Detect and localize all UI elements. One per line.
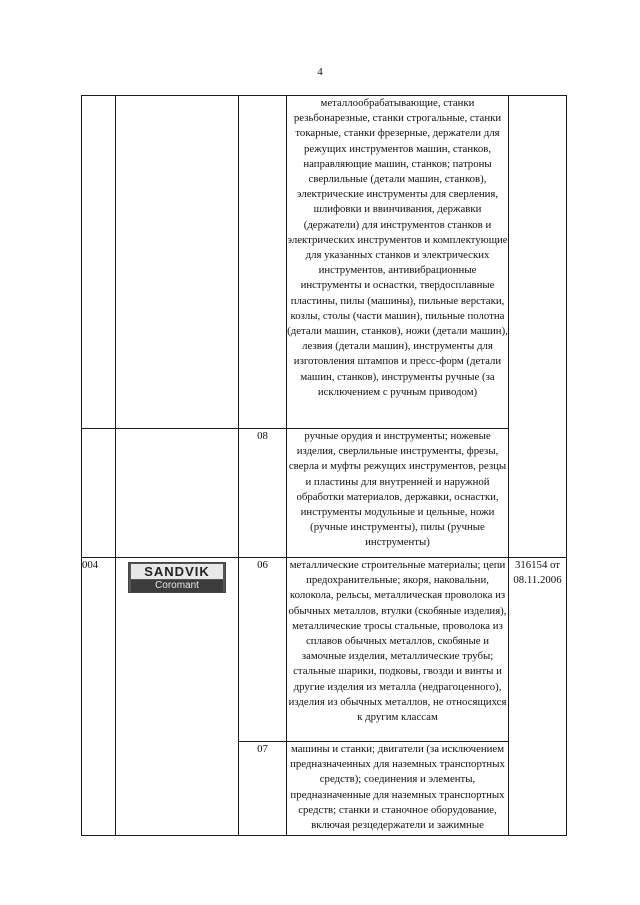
entry-number-cell bbox=[82, 96, 116, 429]
registration-cell: 316154 от 08.11.2006 bbox=[509, 558, 567, 836]
trademark-image-cell bbox=[116, 558, 239, 836]
class-code-cell: 08 bbox=[239, 429, 287, 558]
trademark-image-cell bbox=[116, 429, 239, 558]
logo-sub-text: Coromant bbox=[131, 580, 223, 592]
registration-cell bbox=[509, 96, 567, 558]
class-code-cell bbox=[239, 96, 287, 429]
page-number: 4 bbox=[317, 66, 323, 78]
class-code-cell: 07 bbox=[239, 742, 287, 836]
trademark-image-cell bbox=[116, 96, 239, 429]
goods-description-cell: ручные орудия и инструменты; ножевые изделия, сверлильные инструменты, фрезы, сверла и муфты режущих инструментов, резцы и пластины для внутренней и наружной обработки материалов, державки, оснастки, инструменты модульные и цельные, ножи (ручные инструменты), пилы (ручные инструменты) bbox=[287, 429, 509, 558]
table-row bbox=[82, 558, 567, 742]
entry-number-cell bbox=[82, 429, 116, 558]
goods-description-cell: металлообрабатывающие, станки резьбонарезные, станки строгальные, станки токарные, станки фрезерные, держатели для режущих инструментов машин, станков, направляющие машин, станков; патроны сверлильные (детали машин, станков), электрические инструменты для сверления, шлифовки и ввинчивания, державки (держатели) для инструментов станков и электрических инструментов и комплектующие для указанных станков и электрических инструментов, антивибрационные инструменты и оснастки, твердосплавные пластины, пилы (машины), пильные верстаки, козлы, столы (части машин), пильные полотна (детали машин, станков), ножи (детали машин), лезвия (детали машин), инструменты для изготовления штампов и пресс-форм (детали машин, станков), инструменты ручные (за исключением с ручным приводом) bbox=[287, 96, 509, 429]
table-row bbox=[82, 429, 567, 558]
sandvik-coromant-logo bbox=[128, 562, 226, 593]
trademark-registry-table bbox=[81, 95, 567, 836]
table-row bbox=[82, 96, 567, 429]
entry-number-cell: 004 bbox=[82, 558, 116, 836]
goods-description-cell: машины и станки; двигатели (за исключением предназначенных для наземных транспортных средств); соединения и элементы, предназначенные для наземных транспортных средств; станки и станочное оборудование, включая резцедержатели и зажимные bbox=[287, 742, 509, 836]
goods-description-cell: металлические строительные материалы; цепи предохранительные; якоря, наковальни, колокола, рельсы, металлическая проволока из обычных металлов, втулки (скобяные изделия), металлические тросы стальные, проволока из сплавов обычных металлов, скобяные и замочные изделия, металлические трубы; стальные шарики, подковы, гвозди и винты и другие изделия из металла (недрагоценного), изделия из обычных металлов, не относящихся к другим классам bbox=[287, 558, 509, 742]
logo-brand-text: SANDVIK bbox=[131, 564, 223, 579]
class-code-cell: 06 bbox=[239, 558, 287, 742]
